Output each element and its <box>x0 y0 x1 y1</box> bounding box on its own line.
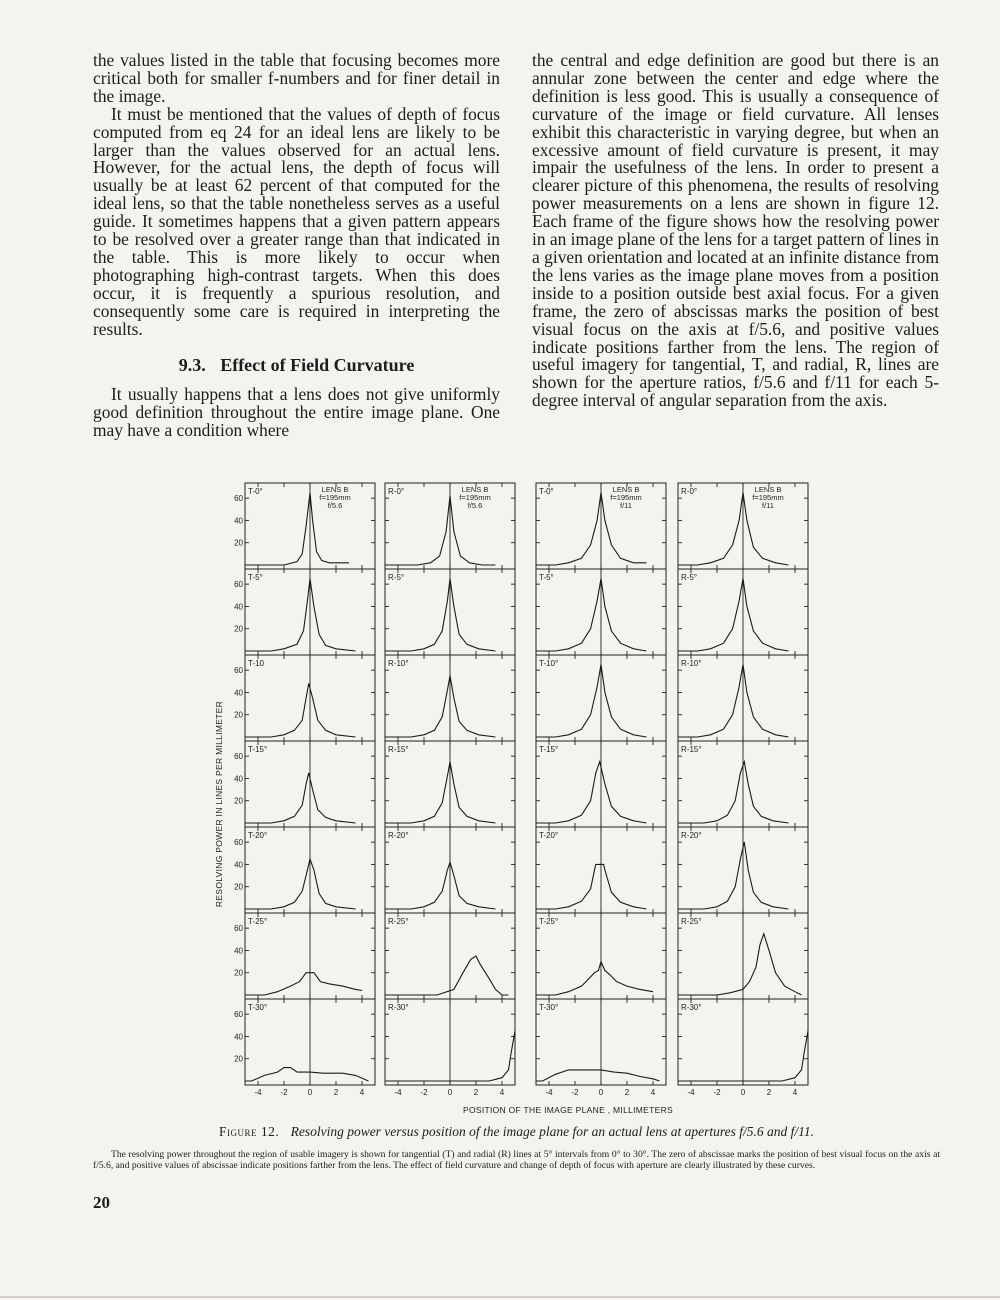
resolving-power-curve <box>245 1068 369 1081</box>
figure-12 <box>210 478 820 1118</box>
section-number: 9.3. <box>178 354 206 375</box>
panel-label: T-0° <box>539 487 554 496</box>
lens-name-label: LENS B <box>754 485 782 494</box>
panel-label: T-10 <box>248 659 265 668</box>
panel-label: R-10° <box>388 659 409 668</box>
paragraph: It usually happens that a lens does not give uniformly good definition throughout the entire image plane. One may have a condition where <box>93 384 500 441</box>
panel-label: R-30° <box>681 1003 702 1012</box>
panel-label: R-0° <box>388 487 405 496</box>
panel-label: T-25° <box>248 917 268 926</box>
focal-length-label: f=195mm <box>459 493 491 502</box>
lens-name-label: LENS B <box>612 485 640 494</box>
resolving-power-curve <box>245 684 356 738</box>
y-tick-label: 40 <box>234 516 243 526</box>
right-text-column <box>532 52 939 410</box>
y-tick-label: 60 <box>234 1010 243 1020</box>
aperture-label: f/5.6 <box>327 501 343 510</box>
aperture-label: f/11 <box>620 501 632 510</box>
x-tick-label: 0 <box>447 1088 453 1097</box>
y-tick-label: 20 <box>234 710 243 720</box>
y-tick-label: 20 <box>234 968 243 978</box>
panel-label: R-25° <box>681 917 702 926</box>
page-edge <box>0 1296 1000 1298</box>
y-tick-label: 60 <box>234 580 243 590</box>
y-tick-label: 40 <box>234 1032 243 1042</box>
x-tick-label: -4 <box>394 1088 402 1097</box>
resolving-power-curve <box>245 773 356 823</box>
resolving-power-curve <box>536 864 647 909</box>
panel-label: R-15° <box>681 745 702 754</box>
y-tick-label: 60 <box>234 666 243 676</box>
panel-label: T-10° <box>539 659 559 668</box>
focal-length-label: f=195mm <box>752 493 784 502</box>
x-tick-label: -4 <box>545 1088 553 1097</box>
x-tick-label: -4 <box>254 1088 262 1097</box>
panel-label: R-30° <box>388 1003 409 1012</box>
panel-label: R-5° <box>388 573 405 582</box>
caption-title <box>93 1124 940 1140</box>
x-tick-label: 2 <box>624 1088 630 1097</box>
figure-caption <box>93 1124 940 1171</box>
x-tick-label: 4 <box>792 1088 798 1097</box>
panel-label: T-30° <box>248 1003 268 1012</box>
lens-name-label: LENS B <box>461 485 489 494</box>
x-tick-label: 2 <box>766 1088 772 1097</box>
resolving-power-curve <box>678 579 789 651</box>
panel-label: T-15° <box>539 745 559 754</box>
y-tick-label: 60 <box>234 838 243 848</box>
y-tick-label: 20 <box>234 882 243 892</box>
x-tick-label: -2 <box>280 1088 288 1097</box>
resolving-power-curve <box>385 579 496 651</box>
panel-label: T-15° <box>248 745 268 754</box>
panel-label: R-5° <box>681 573 698 582</box>
panel-label: T-20° <box>539 831 559 840</box>
section-title: Effect of Field Curvature <box>220 354 415 375</box>
figure-title: Resolving power versus position of the image plane for an actual lens at apertures f/5.6 and f/11. <box>290 1124 815 1139</box>
resolving-power-curve <box>385 862 496 909</box>
y-tick-label: 20 <box>234 796 243 806</box>
x-tick-label: 4 <box>650 1088 656 1097</box>
page-number: 20 <box>93 1193 110 1212</box>
y-tick-label: 40 <box>234 602 243 612</box>
resolving-power-curve <box>536 1070 660 1081</box>
lens-name-label: LENS B <box>321 485 349 494</box>
y-tick-label: 20 <box>234 1054 243 1064</box>
y-tick-label: 40 <box>234 774 243 784</box>
x-tick-label: -2 <box>713 1088 721 1097</box>
focal-length-label: f=195mm <box>610 493 642 502</box>
x-tick-label: 2 <box>333 1088 339 1097</box>
figure-label: Figure 12. <box>218 1124 280 1139</box>
aperture-label: f/11 <box>762 501 774 510</box>
section-heading <box>93 354 500 375</box>
resolving-power-curve <box>385 956 509 995</box>
resolving-power-curve <box>678 665 789 737</box>
x-tick-label: 4 <box>499 1088 505 1097</box>
x-tick-label: 0 <box>598 1088 604 1097</box>
resolving-power-curve <box>536 762 647 823</box>
y-axis-title: RESOLVING POWER IN LINES PER MILLIMETER <box>214 700 224 908</box>
panel-label: R-25° <box>388 917 409 926</box>
panel-label: R-0° <box>681 487 698 496</box>
resolving-power-curve <box>536 579 647 651</box>
paragraph: the values listed in the table that focusing becomes more critical both for smaller f-numbers and for finer detail in the image. <box>93 50 500 106</box>
y-tick-label: 40 <box>234 946 243 956</box>
x-axis-title: POSITION OF THE IMAGE PLANE , MILLIMETERS <box>462 1105 674 1115</box>
panel-label: T-20° <box>248 831 268 840</box>
resolving-power-curve <box>678 842 789 909</box>
resolving-power-curve <box>536 962 653 995</box>
panel-label: R-10° <box>681 659 702 668</box>
resolving-power-curve <box>536 665 647 737</box>
y-tick-label: 60 <box>234 752 243 762</box>
x-tick-label: 0 <box>740 1088 746 1097</box>
panel-label: T-30° <box>539 1003 559 1012</box>
panel-label: R-20° <box>681 831 702 840</box>
y-tick-label: 60 <box>234 924 243 934</box>
panel-label: R-15° <box>388 745 409 754</box>
resolving-power-curve <box>385 676 496 737</box>
y-tick-label: 40 <box>234 860 243 870</box>
x-tick-label: -2 <box>571 1088 579 1097</box>
caption-note: The resolving power throughout the region of usable imagery is shown for tangential (T) and radial (R) lines at 5° intervals from 0° to 30°. The zero of abscissae marks the position of best visual focus on the axis at f/5.6, and positive values of abscissae indicate positions farther from the lens. The effect of field curvature and change of depth of focus with aperture are clearly illustrated by these curves. <box>93 1149 940 1171</box>
x-tick-label: -4 <box>687 1088 695 1097</box>
panel-label: R-20° <box>388 831 409 840</box>
x-tick-label: -2 <box>420 1088 428 1097</box>
paragraph: the central and edge definition are good but there is an annular zone between the center and edge where the definition is less good. This is usually a consequence of curvature of the image or field curvature. All lenses exhibit this characteristic in varying degree, but when an excessive amount of field curvature is present, it may impair the usefulness of the lens. In order to present a clearer picture of this phenomena, the results of resolving power measurements on a lens are shown in figure 12. Each frame of the figure shows how the resolving power in an image plane of the lens for a target pattern of lines in a given orientation and located at an infinite distance from the lens varies as the image plane moves from a position inside to a position outside best axial focus. For a given frame, the zero of abscissas marks the position of best visual focus on the axis at f/5.6, and positive values indicate positions farther from the lens. The region of useful imagery for tangential, T, and radial, R, lines are shown for the aperture ratios, f/5.6 and f/11 for each 5-degree interval of angular separation from the axis. <box>532 50 939 411</box>
panel-label: T-25° <box>539 917 559 926</box>
y-tick-label: 60 <box>234 494 243 504</box>
y-tick-label: 20 <box>234 624 243 634</box>
panel-label: T-5° <box>248 573 263 582</box>
resolving-power-curve <box>385 762 496 823</box>
paragraph: It must be mentioned that the values of depth of focus computed from eq 24 for an ideal lens are likely to be larger than the values observed for an actual lens. However, for the actual lens, the depth of focus will usually be at least 62 percent of that computed for the ideal lens, so that the table nonetheless serves as a useful guide. It sometimes happens that a given pattern appears to be resolved over a greater range than that indicated in the table. This is more likely to occur when photographing high-contrast targets. When this does occur, it is frequently a spurious resolution, and consequently some care is required in interpreting the results. <box>93 103 500 339</box>
x-tick-label: 4 <box>359 1088 365 1097</box>
resolving-power-curve <box>245 859 356 909</box>
aperture-label: f/5.6 <box>467 501 483 510</box>
left-text-column <box>93 52 500 440</box>
resolving-power-curve <box>678 762 789 823</box>
x-tick-label: 0 <box>307 1088 313 1097</box>
resolving-power-chart <box>210 478 820 1118</box>
resolving-power-curve <box>678 934 802 995</box>
y-tick-label: 20 <box>234 538 243 548</box>
resolving-power-curve <box>245 579 356 651</box>
x-tick-label: 2 <box>473 1088 479 1097</box>
y-tick-label: 40 <box>234 688 243 698</box>
panel-label: T-0° <box>248 487 263 496</box>
resolving-power-curve <box>245 973 362 995</box>
panel-label: T-5° <box>539 573 554 582</box>
focal-length-label: f=195mm <box>319 493 351 502</box>
